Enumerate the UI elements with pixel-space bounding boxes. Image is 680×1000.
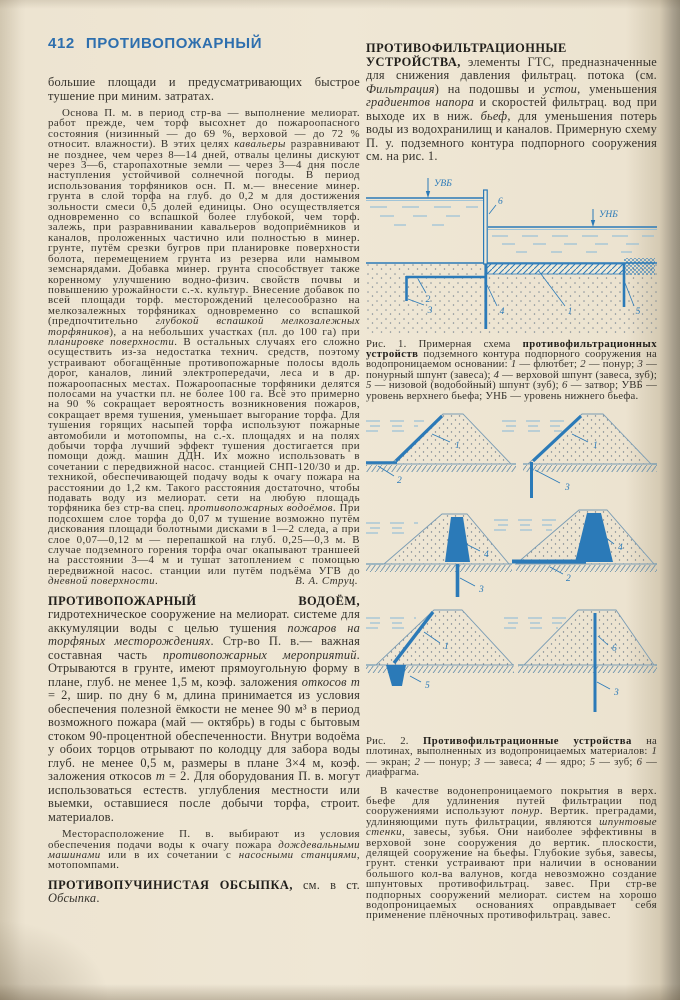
fig2-label-r2l-zavesa: 3 [479, 584, 484, 595]
fig2-dam-ekran-zub [366, 610, 513, 691]
article-protivopuchinistaya-obsypka: ПРОТИВОПУЧИНИСТАЯ ОБСЫПКА, см. в ст. Обсыпка. [48, 877, 360, 906]
figure-1-diagram [366, 173, 657, 335]
fig1-flyutbet [487, 258, 655, 275]
fig2-label-r2r-yadro: 4 [618, 542, 623, 553]
right-column [366, 42, 657, 921]
fig1-lower-pool-water [488, 227, 657, 252]
fig2-dam-diafragma-zavesa [504, 610, 654, 712]
fig2-water-lines [504, 618, 571, 628]
fig2-dam-yadro-ponur [494, 510, 654, 584]
fig2-dam-ekran-zavesa [502, 414, 651, 498]
article-protivofiltratsionnye-ustroystva: ПРОТИВОФИЛЬТРАЦИОННЫЕ УСТРОЙСТВА, элементы ГТС, предназначенные для снижения давления фильтрац. потока (см. Фильтрация) на подошвы и устои, уменьшения градиентов напора и скоростей фильтрац. вод при выходе их в ниж. бьеф, для уменьшения потерь воды из водохранилищ и каналов. Примерную схему П. у. подземного контура подпорного сооружения см. на рис. 1. [366, 41, 657, 163]
running-title: ПРОТИВОПОЖАРНЫЙ [85, 35, 263, 52]
page-edge-top-shadow [0, 0, 680, 9]
fig2-label-r1l-ekran: 1 [455, 440, 460, 451]
fig2-dam-yadro-zavesa [366, 514, 509, 597]
petit-block-fire-prevention [48, 108, 360, 587]
fig2-water-lines [366, 523, 418, 533]
page-number: 412 [48, 35, 75, 52]
fig1-label-ponurny-shpunt: 3 [427, 305, 433, 316]
figure-2 [366, 410, 657, 732]
fig2-label-r2l-yadro: 4 [484, 549, 489, 560]
fig2-label-r1r-ekran: 1 [593, 440, 598, 451]
page-header [48, 35, 262, 52]
fig2-label-r3r-zavesa: 3 [614, 687, 619, 698]
fig1-label-nizovoy-shpunt: 5 [635, 306, 641, 317]
fig2-label-r1l-ponur: 2 [397, 475, 402, 486]
figure-2-diagram [366, 410, 657, 732]
fig2-water-lines [366, 421, 424, 431]
fig1-label-verkhovoy-shpunt: 4 [499, 306, 505, 317]
fig1-riprap [624, 258, 655, 275]
author-signature: В. А. Струц. [295, 575, 358, 588]
fig2-label-r2r-ponur: 2 [566, 573, 571, 584]
fig2-water-lines [366, 618, 416, 628]
fig1-label-ponur: 2 [425, 294, 431, 305]
fig1-uvb-arrow [426, 178, 452, 198]
figure-2-caption: Рис. 2. Противофильтрационные устройства на плотинах, выполненных из водопроницаемых материалов: 1 — экран; 2 — понур; 3 — завеса; 4 — ядро; 5 — зуб; 6 — диафрагма. [366, 734, 658, 779]
fig2-zub [386, 665, 406, 686]
fig1-label-uvb: УВБ [434, 178, 452, 189]
fig1-upper-pool-water [366, 198, 485, 225]
fig1-label-flyutbet: 1 [567, 306, 573, 317]
continuation-paragraph: большие площади и предусматривающих быстрое тушение при миним. затратах. [48, 75, 360, 103]
fig2-dam-ekran-ponur [366, 414, 511, 486]
fig2-row1-ground [366, 464, 657, 472]
fig2-row3-ground [366, 665, 657, 673]
fig1-unb-arrow [591, 209, 618, 227]
fig1-label-gate: 6 [498, 196, 503, 207]
fig2-label-r1r-zavesa: 3 [565, 482, 570, 493]
left-column [48, 76, 360, 906]
petit-paragraph-filtration: В качестве водонепроницаемого покрытия в верх. бьефе для удлинения путей фильтрации под сооружениями используют понур. Вертик. преградами, удлиняющими путь фильтрации, являются шпунтовые стенки, завесы, зубья. Они наиболее эффективны в верховой зоне сооружения до вертик. плоскости, делящей сооружение на бьефы. Глубокие зубья, завесы, грунт. стенки устраивают при наличии в основании большого кол-ва валунов, когда невозможно создание шпунтовых противофильтрац. завес. При стр-ве подпорных сооружений мелиорат. систем на хорошо водопроницаемых основаниях оправдывает себя применение плёночных противофильтрац. завес. [366, 784, 657, 922]
figure-1 [366, 173, 657, 335]
fig2-water-lines [502, 421, 574, 431]
petit-location-paragraph: Месторасположение П. в. выбирают из условия обеспечения подачи воды к очагу пожара дождевальными машинами или в их сочетании с насосными станциями, мотопомпами. [48, 828, 360, 872]
fig2-label-r3l-ekran: 1 [444, 641, 449, 652]
fig2-label-r3l-zub: 5 [425, 680, 430, 691]
fig1-label-unb: УНБ [599, 209, 618, 220]
fig2-water-lines [494, 520, 564, 530]
figure-1-caption: Рис. 1. Примерная схема противофильтрационных устройств подземного контура подпорного сооружения на водопроницаемом основании: 1 — флютбет; 2 — понур; 3 — понурный шпунт (завеса); 4 — верховой шпунт (завеса, зуб); 5 — низовой (водобойный) шпунт (зуб); 6 — затвор; УВБ — уровень верхнего бьефа; УНБ — уровень нижнего бьефа. [366, 337, 657, 402]
page-edge-left-shadow [0, 0, 26, 1000]
petit-block-text: Основа П. м. в период стр-ва — выполнение мелиорат. работ прежде, чем торф высохнет до пожароопасного состояния (низинный — до 69 %, верховой — до 72 % относит. влажности). В этих целях кавальеры разравнивают не позднее, чем через 8—14 дней, отвалы целины дискуют через 3—6, старопахотные земли — через 3—4 дня после наступления устойчивой солнечной погоды. В период использования торфяников осн. П. м.— внесение минер. грунта в слой торфа на глуб. до 0,2 м для достижения зольности смеси 0,5 долей единицы. Оно осуществляется одновременно со вспашкой более глубокой, чем торф. залежь, при разравнивании кавальеров водоприёмников и каналов, проложенных частично или полностью в минер. грунте, путём срезки бугров при планировке поверхности болота, перемещением грунта из резерва или намывом земснарядами. Добавка минер. грунта способствует также коренному улучшению водно-физич. свойств почвы и повышению урожайности с.-х. культур. Внесение добавок по всей площади торф. месторождений целесообразно на мелкозалежных торфяниках одновременно со вспашкой (предпочтительно глубокой вспашкой мелкозалежных торфяников), а на небольших участках (пл. до 100 га) при планировке поверхности. В остальных случаях его сложно осуществить из-за недостатка технич. средств, поэтому устраивают обогащённые противопожарные полосы вдоль дорог, каналов, линий электропередачи, леса и в др. пожароопасных местах. Пожароопасные торфяники делятся полосами на участки пл. не более 100 га. Всё это примерно на 90 % сокращает вероятность возникновения пожаров, сокращает время тушения, уменьшает выгорание торфа. Для тушения горящих насыпей торфа используют пожарные автомобили и мотопомпы, на с.-х. площадях и на полях добычи торфа лучший эффект тушения достигается при помощи дожд. машин ДДН. Их можно использовать в сочетании с передвижной насос. станцией СНП-120/30 и др. техникой, обеспечивающей подачу воды к очагу пожара на расстоянии до 1,2 км. Такого расстояния достаточно, чтобы подавать воду из мелиорат. сети на любую площадь торфяника без стр-ва спец. противопожарных водоёмов. При подсохшем слое торфа до 0,07 м тушение возможно путём дискования площади болотными дисками в 1—2 следа, а при слое 0,07—0,12 м — перепашкой на глуб. 0,25—0,3 м. В случае подземного горения торфа очаг окапывают траншеей на расстоянии 3—4 м и тушат затоплением с помощью передвижной насос. станции или путём подъёма УГВ до дневной поверхности. [48, 107, 360, 588]
fig2-row2-ground [366, 564, 657, 572]
fig2-label-r3r-diafragma: 6 [612, 643, 617, 654]
page-corner-shadow [0, 920, 110, 1000]
article-protivopozharny-vodoyom: ПРОТИВОПОЖАРНЫЙ ВОДОЁМ, гидротехническое сооружение на мелиорат. системе для аккумуляции воды с целью тушения пожаров на торфяных месторождениях. Стр-во П. в.— важная составная часть противопожарных мероприятий. Отрываются в грунте, имеют прямоугольную форму в плане, глуб. не менее 1,5 м, коэф. заложения откосов m = 2, шир. по дну 6 м, длина принимается из условия обеспечения полезной ёмкости не менее 90 м³ в период возможного пожара (май — октябрь) в годы с бытовым стоком 90-процентной обеспеченности. Внутри водоёма у обоих торцов отрывают по колодцу для забора воды глуб. не менее 0,5 м, размеры в плане 3×4 м, коэф. заложения откосов m = 2. Для оборудования П. в. могут использоваться естеств. углубления местности или выемки, оставшиеся после добычи торфа, строит. материалов. [48, 593, 361, 824]
